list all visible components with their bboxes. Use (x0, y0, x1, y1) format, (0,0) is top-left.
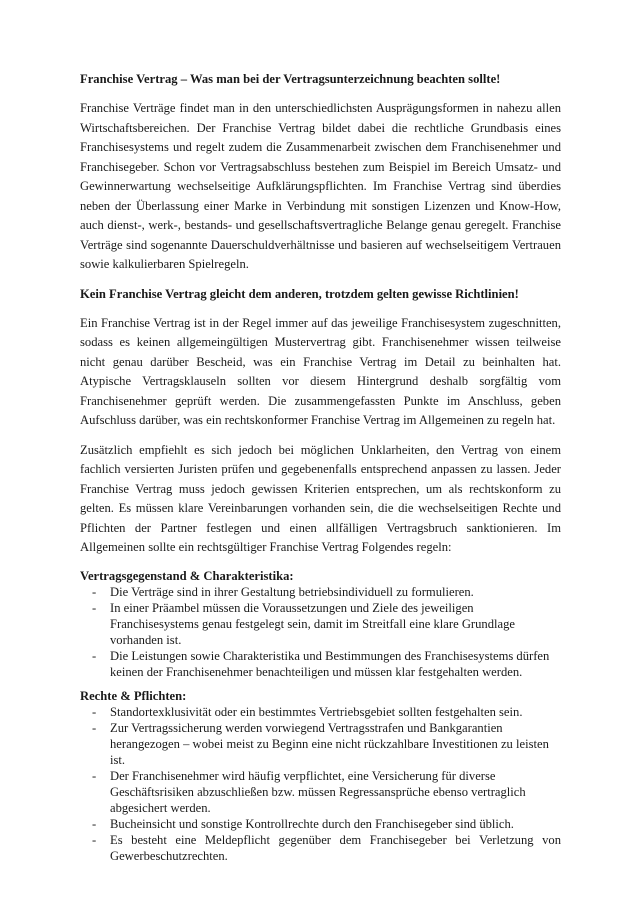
list-item-text: Zur Vertragssicherung werden vorwiegend Vertragsstrafen und Bankgarantien herangezogen – wobei meist zu Beginn eine nicht rückzahlbare Investitionen zu leisten ist. (110, 720, 549, 767)
section-rights-duties (80, 688, 561, 864)
list-item (80, 832, 561, 864)
list-item (80, 648, 561, 680)
guidelines-paragraph: Ein Franchise Vertrag ist in der Regel immer auf das jeweilige Franchisesystem zugeschnitten, sodass es keinen allgemeingültigen Mustervertrag gibt. Franchisenehmer wissen teilweise nicht genau darüber Bescheid, was ein Franchise Vertrag im Detail zu beinhalten hat. Atypische Vertragsklauseln sollten vor diesem Hintergrund deshalb sorgfältig vom Franchisenehmer geprüft werden. Die zusammengefassten Punkte im Anschluss, geben Aufschluss darüber, was ein rechtskonformer Franchise Vertrag im Allgemeinen zu regeln hat. (80, 315, 561, 427)
rights-duties-heading: Rechte & Pflichten: (80, 688, 187, 703)
bullet-dash: - (92, 816, 97, 831)
document-page (80, 70, 561, 872)
intro-paragraph: Franchise Verträge findet man in den unterschiedlichsten Ausprägungsformen in nahezu allen Wirtschaftsbereichen. Der Franchise Vertrag bildet dabei die rechtliche Grundbasis eines Franchisesystems und regelt zudem die Zusammenarbeit zwischen dem Franchisenehmer und Franchisegeber. Schon vor Vertragsabschluss bestehen zum Beispiel im Bereich Umsatz- und Gewinnerwartung wechselseitige Aufklärungspflichten. Im Franchise Vertrag sind überdies neben der Überlassung einer Marke in Verbindung mit sonstigen Lizenzen und Know-How, auch dienst-, werk-, bestands- und gesellschaftsvertragliche Belange genau geregelt. Franchise Verträge sind sogenannte Dauerschuldverhältnisse und basieren auf wechselseitigem Vertrauen sowie kalkulierbaren Spielregeln. (80, 101, 561, 271)
contract-subject-list (80, 584, 561, 680)
section-heading-guidelines: Kein Franchise Vertrag gleicht dem anderen, trotzdem gelten gewisse Richtlinien! (80, 286, 519, 301)
list-item-text: Standortexklusivität oder ein bestimmtes Vertriebsgebiet sollten festgehalten sein. (110, 704, 523, 719)
rights-duties-list (80, 704, 561, 864)
bullet-dash: - (92, 600, 97, 615)
bullet-dash: - (92, 584, 97, 599)
contract-subject-heading: Vertragsgegenstand & Charakteristika: (80, 568, 294, 583)
list-item (80, 704, 561, 720)
list-item (80, 720, 561, 768)
bullet-dash: - (92, 832, 97, 847)
bullet-dash: - (92, 704, 97, 719)
section-contract-subject (80, 568, 561, 680)
list-item-text: In einer Präambel müssen die Voraussetzungen und Ziele des jeweiligen Franchisesystems genau festgelegt sein, damit im Streitfall eine klare Grundlage vorhanden ist. (110, 600, 515, 647)
list-item-text: Die Leistungen sowie Charakteristika und Bestimmungen des Franchisesystems dürfen keinen der Franchisenehmer benachteiligen und müssen klar festgehalten werden. (110, 648, 550, 679)
list-item (80, 816, 561, 832)
bullet-dash: - (92, 768, 97, 783)
list-item (80, 768, 561, 816)
document-title: Franchise Vertrag – Was man bei der Vertragsunterzeichnung beachten sollte! (80, 72, 501, 86)
list-item (80, 600, 561, 648)
list-item (80, 584, 561, 600)
bullet-dash: - (92, 720, 97, 735)
legal-advice-paragraph: Zusätzlich empfiehlt es sich jedoch bei möglichen Unklarheiten, den Vertrag von einem fachlich versierten Juristen prüfen und gegebenenfalls entsprechend anpassen zu lassen. Jeder Franchise Vertrag muss jedoch gewissen Kriterien entsprechen, um als rechtskonform zu gelten. Es müssen klare Vereinbarungen vorhanden sein, die die wechselseitigen Rechte und Pflichten der Partner festlegen und einen allfälligen Vertragsbruch sanktionieren. Im Allgemeinen sollte ein rechtsgültiger Franchise Vertrag Folgendes regeln: (80, 442, 561, 554)
list-item-text: Die Verträge sind in ihrer Gestaltung betriebsindividuell zu formulieren. (110, 584, 474, 599)
list-item-text: Der Franchisenehmer wird häufig verpflichtet, eine Versicherung für diverse Geschäftsrisiken abzuschließen bzw. müssen Regressansprüche ebenso vertraglich abgesichert werden. (110, 768, 526, 815)
list-item-text: Bucheinsicht und sonstige Kontrollrechte durch den Franchisegeber sind üblich. (110, 816, 514, 831)
list-item-text: Es besteht eine Meldepflicht gegenüber dem Franchisegeber bei Verletzung von Gewerbeschutzrechten. (110, 832, 561, 863)
bullet-dash: - (92, 648, 97, 663)
